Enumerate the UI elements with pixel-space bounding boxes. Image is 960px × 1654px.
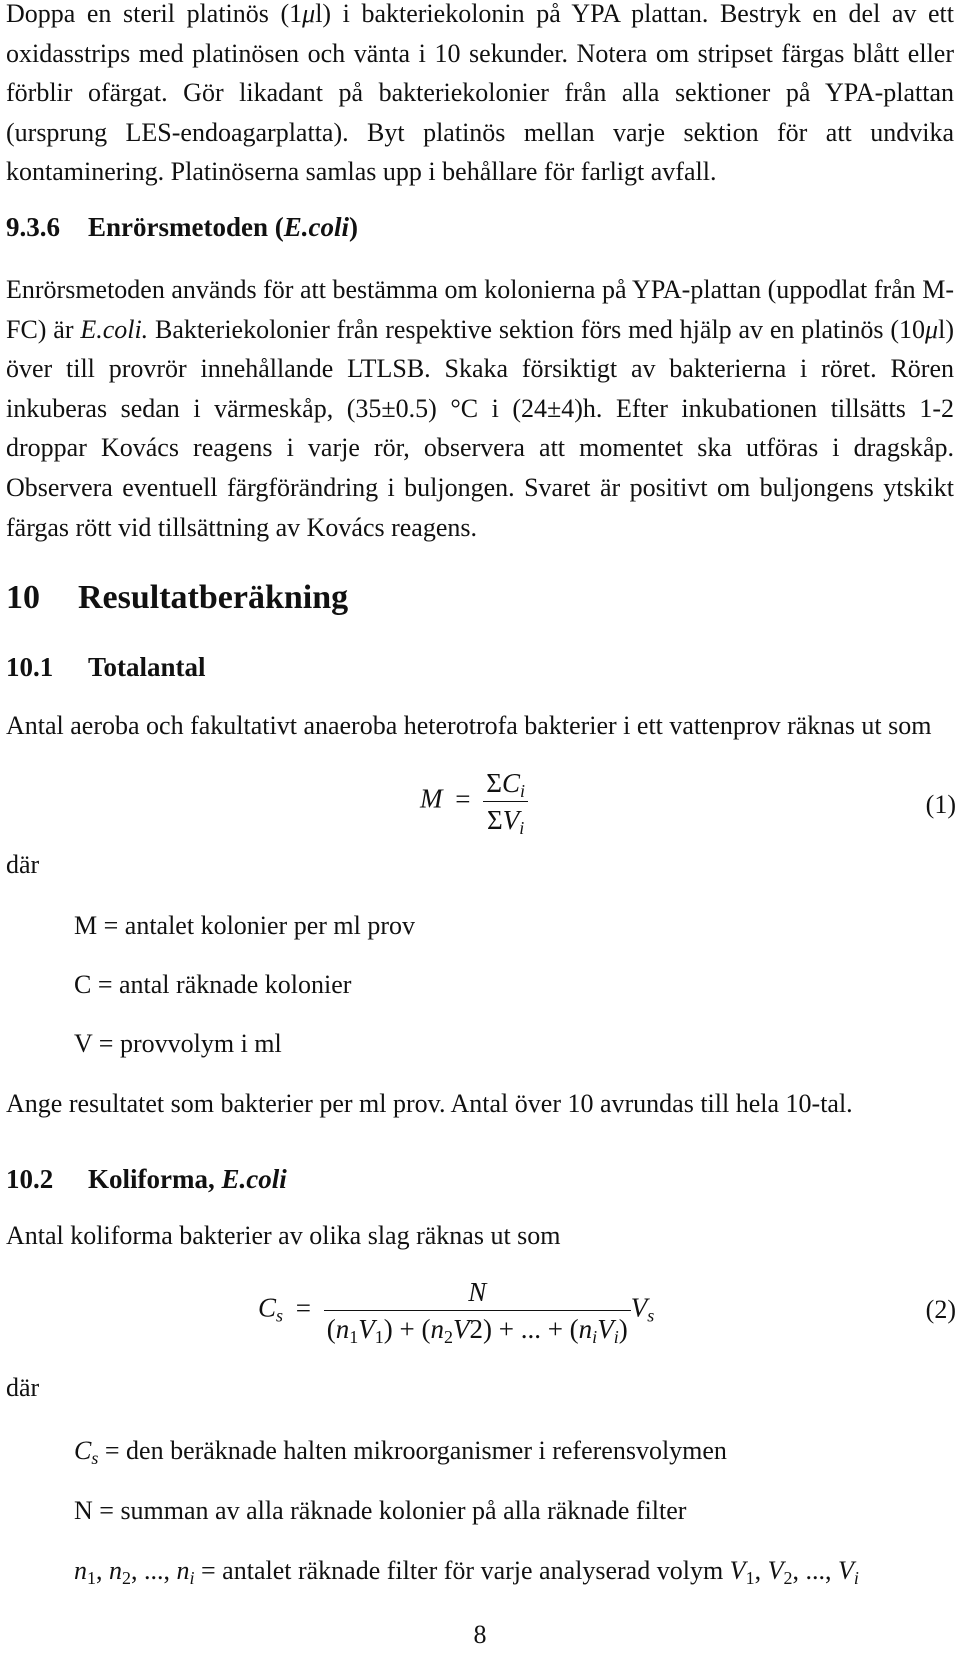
equation-1-number: (1) [925, 790, 956, 819]
totalantal-intro: Antal aeroba och fakultativt anaeroba heterotrofa bakterier i ett vattenprov räknas ut som [6, 711, 932, 740]
definition-ni: $n_1$, $n_2$, ..., $n_i$ = antalet räknade filter för varje analyserad volym $V_1$, $V_2$, ..., $V_i$ [74, 1556, 859, 1588]
intro-paragraph: Doppa en steril platinös (1μl) i bakteriekolonin på YPA plattan. Bestryk en del av ett oxidasstrips med platinösen och vänta i 10 sekunder. Notera om stripset färgas blått eller förblir ofärgat. Gör likadant på bakteriekolonier från alla sektioner på YPA-plattan (ursprung LES-endoagarplatta). Byt platinös mellan varje sektion för att undvika kontaminering. Platinöserna samlas upp i behållare för farligt avfall. [6, 0, 954, 187]
definition-cs: $C_s$ = den beräknade halten mikroorganismer i referensvolymen [74, 1436, 727, 1468]
enrorsmetoden-paragraph: Enrörsmetoden används för att bestämma om kolonierna på YPA-plattan (uppodlat från M-FC) är E.coli. Bakteriekolonier från respektive sektion förs med hjälp av en platinös (10μl) över till provrör innehållande LTLSB. Skaka försiktigt av bakterierna i röret. Rören inkuberas sedan i värmeskåp, (35±0.5) °C i (24±4)h. Efter inkubationen tillsätts 1-2 droppar Kovács reagens i varje rör, observera att momentet ska utföras i dragskåp. Observera eventuell färgförändring i buljongen. Svaret är positivt om buljongens ytskikt färgas rött vid tillsättning av Kovács reagens. [6, 275, 954, 542]
equation-1-fraction: $\frac{\Sigma C_i}{\Sigma V_i}$ [483, 765, 528, 838]
section-heading-10: 10 Resultatberäkning [6, 579, 349, 616]
section-heading-9-3-6: 9.3.6 Enrörsmetoden (E.coli) [6, 212, 358, 242]
definition-n: N = summan av alla räknade kolonier på alla räknade filter [74, 1496, 687, 1525]
definition-m: M = antalet kolonier per ml prov [74, 911, 416, 940]
section-heading-10-1: 10.1 Totalantal [6, 652, 206, 682]
where-label-1: där [6, 850, 40, 879]
koliforma-intro: Antal koliforma bakterier av olika slag räknas ut som [6, 1221, 561, 1250]
equation-2-number: (2) [925, 1295, 956, 1324]
definition-c: C = antal räknade kolonier [74, 970, 352, 999]
section-heading-10-2: 10.2 Koliforma, E.coli [6, 1164, 287, 1194]
where-label-2: där [6, 1373, 40, 1402]
equation-1: M = $\frac{\Sigma C_i}{\Sigma V_i}$ [420, 765, 528, 838]
equation-2-fraction: $\frac{N}{(n_1V_1) + (n_2V2) + ... + (n_iV_i)}$ [324, 1274, 631, 1347]
equation-2: $C_s$ = $\frac{N}{(n_1V_1) + (n_2V2) + ... + (n_iV_i)}$ $V_s$ [258, 1274, 654, 1347]
result-instruction: Ange resultatet som bakterier per ml prov. Antal över 10 avrundas till hela 10-tal. [6, 1089, 853, 1118]
page-number: 8 [473, 1620, 487, 1649]
definition-v: V = provvolym i ml [74, 1029, 282, 1058]
